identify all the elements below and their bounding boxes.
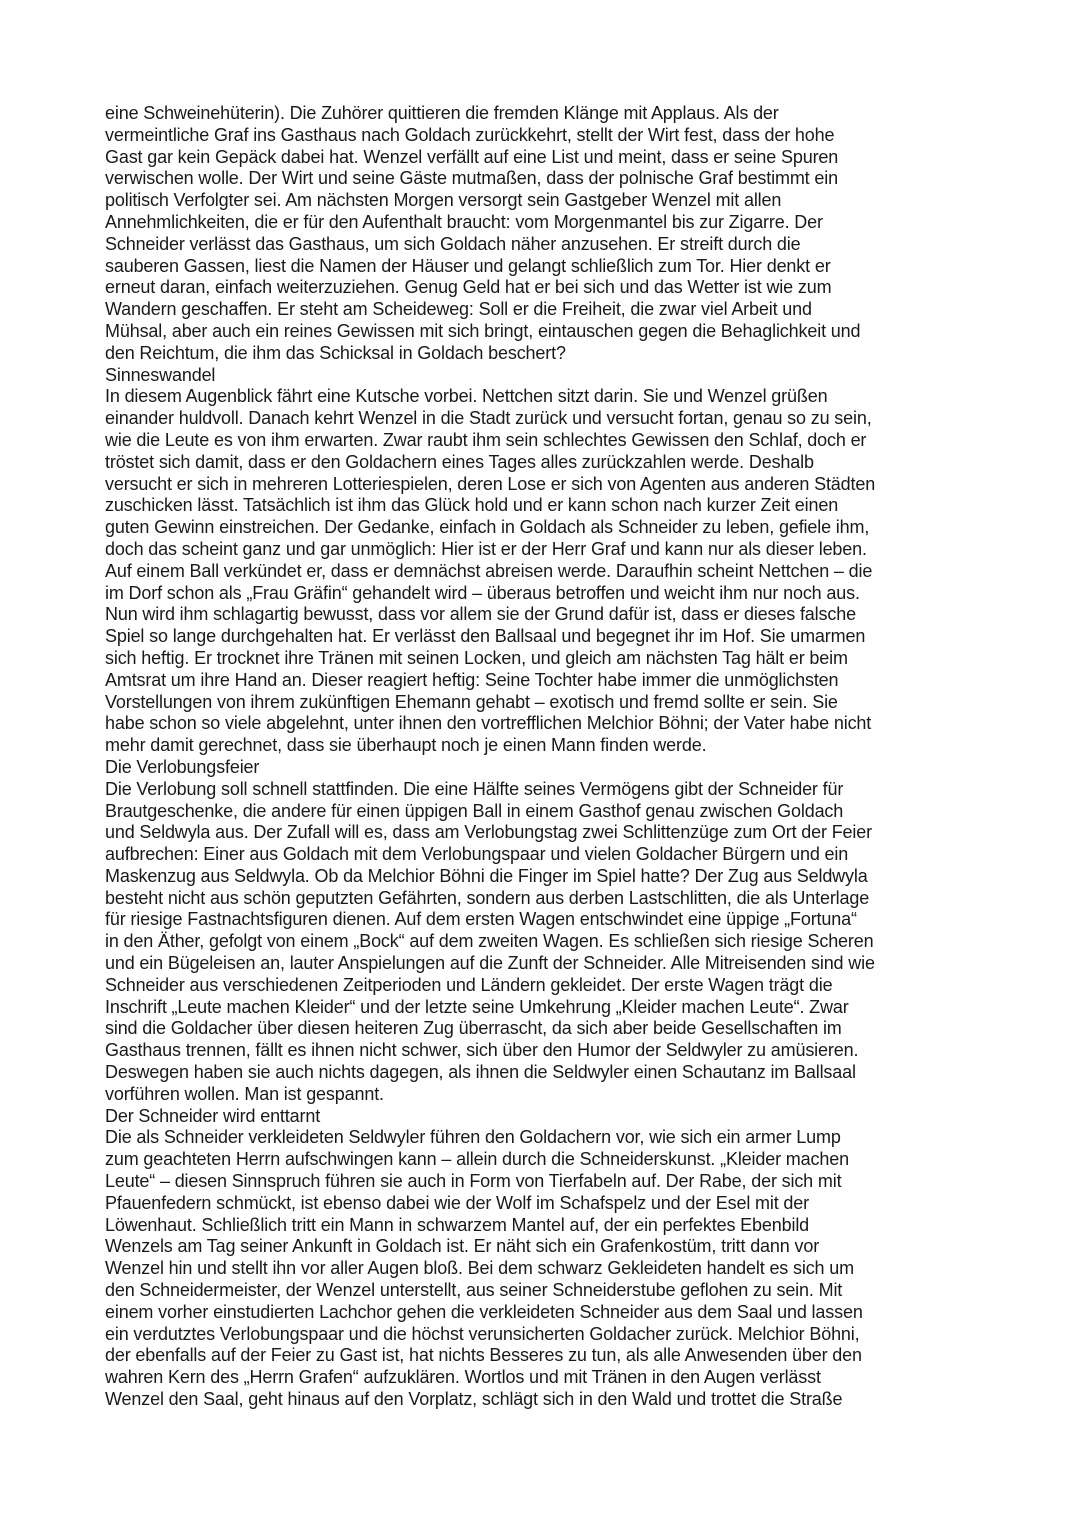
- section-heading: Sinneswandel: [105, 364, 216, 385]
- text-line: im Dorf schon als „Frau Gräfin“ gehandelt wird – überaus betroffen und weicht ihm nur noch aus.: [105, 582, 860, 603]
- text-line: aufbrechen: Einer aus Goldach mit dem Verlobungspaar und vielen Goldacher Bürgern und ein: [105, 844, 849, 865]
- text-line: Wenzels am Tag seiner Ankunft in Goldach ist. Er näht sich ein Grafenkostüm, tritt dann vor: [105, 1236, 820, 1257]
- text-line: wahren Kern des „Herrn Grafen“ aufzuklären. Wortlos und mit Tränen in den Augen verlässt: [105, 1367, 821, 1388]
- section-heading: Die Verlobungsfeier: [105, 756, 260, 777]
- text-line: Leute“ – diesen Sinnspruch führen sie auch in Form von Tierfabeln auf. Der Rabe, der sich mit: [105, 1171, 842, 1192]
- text-line: wie die Leute es von ihm erwarten. Zwar raubt ihm sein schlechtes Gewissen den Schlaf, doch er: [105, 429, 867, 450]
- text-line: guten Gewinn einstreichen. Der Gedanke, einfach in Goldach als Schneider zu leben, gefiele ihm,: [105, 517, 870, 538]
- text-line: Die Verlobung soll schnell stattfinden. Die eine Hälfte seines Vermögens gibt der Schneider für: [105, 778, 844, 799]
- text-line: habe schon so viele abgelehnt, unter ihnen den vortrefflichen Melchior Böhni; der Vater habe nicht: [105, 713, 872, 734]
- text-line: Brautgeschenke, die andere für einen üppigen Ball in einem Gasthof genau zwischen Goldach: [105, 800, 844, 821]
- document-text: [105, 103, 1005, 1411]
- text-line: und Seldwyla aus. Der Zufall will es, dass am Verlobungstag zwei Schlittenzüge zum Ort der Feier: [105, 822, 872, 843]
- text-line: Wenzel den Saal, geht hinaus auf den Vorplatz, schlägt sich in den Wald und trottet die Straße: [105, 1389, 843, 1410]
- text-line: Auf einem Ball verkündet er, dass er demnächst abreisen werde. Daraufhin scheint Nettchen – die: [105, 560, 873, 581]
- text-line: zuschicken lässt. Tatsächlich ist ihm das Glück hold und er kann schon nach kurzer Zeit einen: [105, 495, 839, 516]
- text-line: für riesige Fastnachtsfiguren dienen. Auf dem ersten Wagen entschwindet eine üppige „Fortuna“: [105, 909, 857, 930]
- text-line: Gast gar kein Gepäck dabei hat. Wenzel verfällt auf eine List und meint, dass er seine Spuren: [105, 146, 839, 167]
- text-line: Mühsal, aber auch ein reines Gewissen mit sich bringt, eintauschen gegen die Behaglichkeit und: [105, 320, 861, 341]
- text-line: sind die Goldacher über diesen heiteren Zug überrascht, da sich aber beide Gesellschaften im: [105, 1018, 842, 1039]
- text-line: in den Äther, gefolgt von einem „Bock“ auf dem zweiten Wagen. Es schließen sich riesige Scheren: [105, 931, 874, 952]
- text-line: Pfauenfedern schmückt, ist ebenso dabei wie der Wolf im Schafspelz und der Esel mit der: [105, 1192, 809, 1213]
- text-line: einander huldvoll. Danach kehrt Wenzel in die Stadt zurück und versucht fortan, genau so zu sein,: [105, 408, 872, 429]
- text-line: Löwenhaut. Schließlich tritt ein Mann in schwarzem Mantel auf, der ein perfektes Ebenbild: [105, 1214, 810, 1235]
- text-line: vorführen wollen. Man ist gespannt.: [105, 1083, 384, 1104]
- text-line: Vorstellungen von ihrem zukünftigen Ehemann gehabt – exotisch und fremd sollte er sein. Sie: [105, 691, 838, 712]
- text-line: Wandern geschaffen. Er steht am Scheideweg: Soll er die Freiheit, die zwar viel Arbeit und: [105, 299, 812, 320]
- text-line: Maskenzug aus Seldwyla. Ob da Melchior Böhni die Finger im Spiel hatte? Der Zug aus Seldwyla: [105, 865, 868, 886]
- text-line: Die als Schneider verkleideten Seldwyler führen den Goldachern vor, wie sich ein armer Lump: [105, 1127, 841, 1148]
- text-line: Amtsrat um ihre Hand an. Dieser reagiert heftig: Seine Tochter habe immer die unmöglichsten: [105, 669, 839, 690]
- text-line: verwischen wolle. Der Wirt und seine Gäste mutmaßen, dass der polnische Graf bestimmt ein: [105, 168, 838, 189]
- text-line: Annehmlichkeiten, die er für den Aufenthalt braucht: vom Morgenmantel bis zur Zigarre. Der: [105, 211, 823, 232]
- text-line: vermeintliche Graf ins Gasthaus nach Goldach zurückkehrt, stellt der Wirt fest, dass der hohe: [105, 124, 835, 145]
- text-line: erneut daran, einfach weiterzuziehen. Genug Geld hat er bei sich und das Wetter ist wie zum: [105, 277, 832, 298]
- text-line: zum geachteten Herrn aufschwingen kann – allein durch die Schneiderskunst. „Kleider machen: [105, 1149, 849, 1170]
- text-line: Deswegen haben sie auch nichts dagegen, als ihnen die Seldwyler einen Schautanz im Ballsaal: [105, 1062, 856, 1083]
- text-line: Schneider verlässt das Gasthaus, um sich Goldach näher anzusehen. Er streift durch die: [105, 233, 801, 254]
- text-line: Nun wird ihm schlagartig bewusst, dass vor allem sie der Grund dafür ist, dass er dieses falsche: [105, 604, 856, 625]
- text-line: Schneider aus verschiedenen Zeitperioden und Ländern gekleidet. Der erste Wagen trägt die: [105, 974, 833, 995]
- text-line: Inschrift „Leute machen Kleider“ und der letzte seine Umkehrung „Kleider machen Leute“. Zwar: [105, 996, 849, 1017]
- text-line: tröstet sich damit, dass er den Goldachern eines Tages alles zurückzahlen werde. Deshalb: [105, 451, 814, 472]
- text-line: doch das scheint ganz und gar unmöglich: Hier ist er der Herr Graf und kann nur als dieser leben.: [105, 538, 867, 559]
- text-line: Wenzel hin und stellt ihn vor aller Augen bloß. Bei dem schwarz Gekleideten handelt es sich um: [105, 1258, 854, 1279]
- section-heading: Der Schneider wird enttarnt: [105, 1105, 321, 1126]
- text-line: mehr damit gerechnet, dass sie überhaupt noch je einen Mann finden werde.: [105, 735, 707, 756]
- text-line: eine Schweinehüterin). Die Zuhörer quittieren die fremden Klänge mit Applaus. Als der: [105, 103, 779, 123]
- text-line: und ein Bügeleisen an, lauter Anspielungen auf die Zunft der Schneider. Alle Mitreisenden sind wie: [105, 953, 875, 974]
- text-line: ein verdutztes Verlobungspaar und die höchst verunsicherten Goldacher zurück. Melchior Böhni,: [105, 1323, 860, 1344]
- text-line: politisch Verfolgter sei. Am nächsten Morgen versorgt sein Gastgeber Wenzel mit allen: [105, 190, 782, 211]
- text-line: Gasthaus trennen, fällt es ihnen nicht schwer, sich über den Humor der Seldwyler zu amüsieren.: [105, 1040, 859, 1061]
- text-line: Spiel so lange durchgehalten hat. Er verlässt den Ballsaal und begegnet ihr im Hof. Sie umarmen: [105, 626, 866, 647]
- text-line: den Schneidermeister, der Wenzel unterstellt, aus seiner Schneiderstube geflohen zu sein. Mit: [105, 1280, 843, 1301]
- text-line: In diesem Augenblick fährt eine Kutsche vorbei. Nettchen sitzt darin. Sie und Wenzel grüßen: [105, 386, 828, 407]
- text-line: einem vorher einstudierten Lachchor gehen die verkleideten Schneider aus dem Saal und lassen: [105, 1301, 863, 1322]
- text-line: sauberen Gassen, liest die Namen der Häuser und gelangt schließlich zum Tor. Hier denkt er: [105, 255, 831, 276]
- text-line: sich heftig. Er trocknet ihre Tränen mit seinen Locken, und gleich am nächsten Tag hält er beim: [105, 647, 848, 668]
- text-line: besteht nicht aus schön geputzten Gefährten, sondern aus derben Lastschlitten, die als Unterlage: [105, 887, 870, 908]
- text-line: versucht er sich in mehreren Lotteriespielen, deren Lose er sich von Agenten aus anderen Städten: [105, 473, 876, 494]
- text-line: der ebenfalls auf der Feier zu Gast ist, hat nichts Besseres zu tun, als alle Anwesenden über den: [105, 1345, 862, 1366]
- text-line: den Reichtum, die ihm das Schicksal in Goldach beschert?: [105, 342, 566, 363]
